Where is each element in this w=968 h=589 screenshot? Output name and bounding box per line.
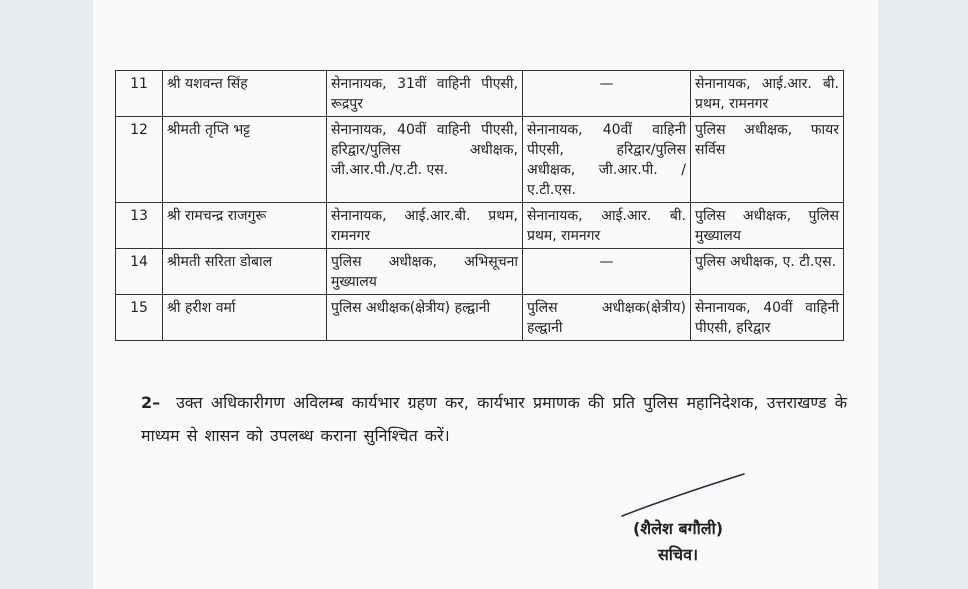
signatory-name: (शैलेश बगौली) — [632, 519, 724, 538]
officer-name: श्री रामचन्द्र राजगुरू — [163, 203, 327, 249]
serial-number: 14 — [116, 249, 163, 295]
serial-number: 15 — [116, 295, 163, 341]
additional-charge: सेनानायक, आई.आर. बी. प्रथम, रामनगर — [523, 203, 691, 249]
serial-number: 12 — [116, 117, 163, 203]
table-row — [116, 203, 844, 249]
officer-name: श्री यशवन्त सिंह — [163, 71, 327, 117]
officer-name: श्रीमती तृप्ति भट्ट — [163, 117, 327, 203]
table-row — [116, 71, 844, 117]
additional-charge — [523, 71, 691, 117]
current-post: पुलिस अधीक्षक, अभिसूचना मुख्यालय — [327, 249, 523, 295]
additional-charge: पुलिस अधीक्षक(क्षेत्रीय) हल्द्वानी — [523, 295, 691, 341]
table-row — [116, 295, 844, 341]
instruction-paragraph — [141, 386, 847, 452]
current-post: पुलिस अधीक्षक(क्षेत्रीय) हल्द्वानी — [327, 295, 523, 341]
serial-number: 13 — [116, 203, 163, 249]
officer-name: श्री हरीश वर्मा — [163, 295, 327, 341]
paragraph-text: उक्त अधिकारीगण अविलम्ब कार्यभार ग्रहण कर, कार्यभार प्रमाणक की प्रति पुलिस महानिदेशक, उत्तराखण्ड के माध्यम से शासन को उपलब्ध कराना सुनिश्चित करें। — [141, 393, 847, 445]
current-post: सेनानायक, आई.आर.बी. प्रथम, रामनगर — [327, 203, 523, 249]
current-post: सेनानायक, 40वीं वाहिनी पीएसी, हरिद्वार/पुलिस अधीक्षक, जी.आर.पी./ए.टी. एस. — [327, 117, 523, 203]
transfer-table — [115, 70, 844, 341]
document-page — [93, 0, 878, 589]
signatory-designation: सचिव। — [657, 545, 699, 564]
table-row — [116, 249, 844, 295]
new-post: पुलिस अधीक्षक, फायर सर्विस — [691, 117, 844, 203]
signatory-block — [613, 516, 743, 568]
new-post: सेनानायक, आई.आर. बी. प्रथम, रामनगर — [691, 71, 844, 117]
additional-charge: सेनानायक, 40वीं वाहिनी पीएसी, हरिद्वार/पुलिस अधीक्षक, जी.आर.पी. /ए.टी.एस. — [523, 117, 691, 203]
signature-mark — [618, 470, 748, 520]
new-post: पुलिस अधीक्षक, पुलिस मुख्यालय — [691, 203, 844, 249]
serial-number: 11 — [116, 71, 163, 117]
new-post: पुलिस अधीक्षक, ए. टी.एस. — [691, 249, 844, 295]
new-post: सेनानायक, 40वीं वाहिनी पीएसी, हरिद्वार — [691, 295, 844, 341]
paragraph-number: 2– — [141, 393, 161, 412]
empty-dash: — — [599, 76, 614, 92]
officer-name: श्रीमती सरिता डोबाल — [163, 249, 327, 295]
table-row — [116, 117, 844, 203]
additional-charge — [523, 249, 691, 295]
empty-dash: — — [599, 254, 614, 270]
current-post: सेनानायक, 31वीं वाहिनी पीएसी, रूद्रपुर — [327, 71, 523, 117]
